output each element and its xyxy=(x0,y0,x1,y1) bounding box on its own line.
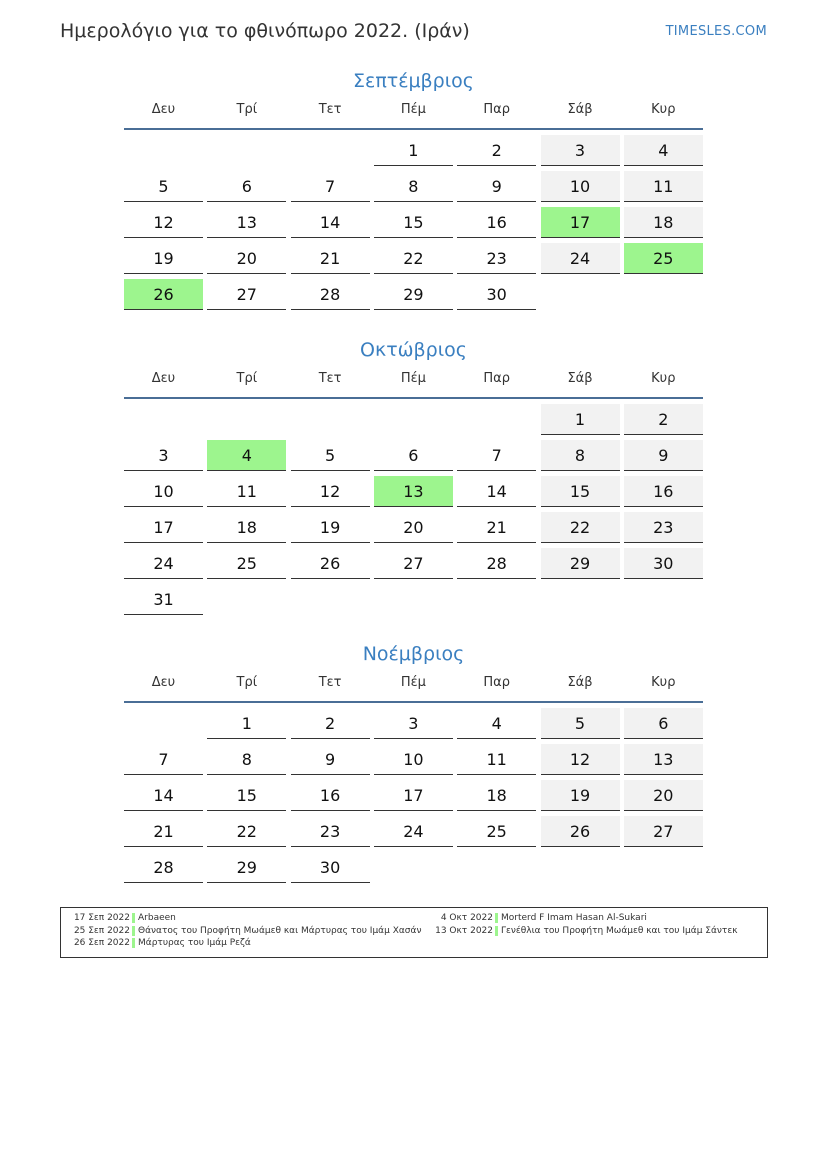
legend-holiday-name: Morterd F Imam Hasan Al-Sukari xyxy=(501,913,647,923)
day-cell[interactable]: 13 xyxy=(207,207,286,238)
weekday-label: Παρ xyxy=(483,371,510,386)
day-cell[interactable]: 19 xyxy=(541,780,620,811)
holiday-day-cell[interactable]: 17 xyxy=(541,207,620,238)
legend-holiday-name: Arbaeen xyxy=(138,913,176,923)
day-cell[interactable]: 17 xyxy=(374,780,453,811)
day-grid xyxy=(124,708,703,888)
day-cell[interactable]: 16 xyxy=(624,476,703,507)
weekday-label: Τρί xyxy=(236,371,258,386)
holiday-legend xyxy=(60,907,768,958)
day-cell[interactable]: 3 xyxy=(124,440,203,471)
day-cell[interactable]: 18 xyxy=(457,780,536,811)
weekday-label: Σάβ xyxy=(567,371,593,386)
day-cell[interactable]: 1 xyxy=(207,708,286,739)
legend-date: 25 Σεπ 2022 xyxy=(73,925,130,936)
day-cell[interactable]: 19 xyxy=(291,512,370,543)
month-title: Σεπτέμβριος xyxy=(353,70,474,92)
day-cell[interactable]: 27 xyxy=(207,279,286,310)
month-title: Νοέμβριος xyxy=(362,643,465,665)
legend-color-marker xyxy=(132,913,135,923)
day-cell[interactable]: 23 xyxy=(291,816,370,847)
legend-color-marker xyxy=(132,926,135,936)
day-grid xyxy=(124,404,703,620)
header-divider xyxy=(124,397,703,399)
day-cell[interactable]: 9 xyxy=(457,171,536,202)
day-cell[interactable]: 28 xyxy=(457,548,536,579)
day-cell[interactable]: 8 xyxy=(374,171,453,202)
holiday-day-cell[interactable]: 25 xyxy=(624,243,703,274)
weekday-label: Πέμ xyxy=(400,371,426,386)
day-cell[interactable]: 4 xyxy=(624,135,703,166)
weekday-label: Δευ xyxy=(151,102,176,117)
day-cell[interactable]: 3 xyxy=(541,135,620,166)
legend-item xyxy=(61,937,433,950)
day-cell[interactable]: 29 xyxy=(374,279,453,310)
day-cell[interactable]: 26 xyxy=(541,816,620,847)
day-cell[interactable]: 23 xyxy=(624,512,703,543)
day-cell[interactable]: 29 xyxy=(207,852,286,883)
header-divider xyxy=(124,701,703,703)
day-cell[interactable]: 5 xyxy=(124,171,203,202)
day-cell[interactable]: 25 xyxy=(457,816,536,847)
legend-date: 13 Οκτ 2022 xyxy=(435,925,493,936)
legend-column-left xyxy=(61,912,433,950)
legend-item xyxy=(61,912,433,925)
weekday-label: Κυρ xyxy=(651,371,676,386)
header-divider xyxy=(124,128,703,130)
day-cell[interactable]: 18 xyxy=(207,512,286,543)
weekday-label: Σάβ xyxy=(567,675,593,690)
day-cell[interactable]: 18 xyxy=(624,207,703,238)
day-cell[interactable]: 15 xyxy=(374,207,453,238)
day-cell[interactable]: 10 xyxy=(541,171,620,202)
holiday-day-cell[interactable]: 13 xyxy=(374,476,453,507)
legend-holiday-name: Γενέθλια του Προφήτη Μωάμεθ και του Ιμάμ Σάντεκ xyxy=(501,925,738,936)
day-cell[interactable]: 14 xyxy=(457,476,536,507)
day-cell[interactable]: 15 xyxy=(541,476,620,507)
day-cell[interactable]: 5 xyxy=(291,440,370,471)
legend-item xyxy=(433,925,767,938)
legend-holiday-name: Μάρτυρας του Ιμάμ Ρεζά xyxy=(138,938,251,948)
weekday-label: Τρί xyxy=(236,675,258,690)
day-cell[interactable]: 28 xyxy=(124,852,203,883)
weekday-label: Σάβ xyxy=(567,102,593,117)
legend-color-marker xyxy=(495,913,498,923)
holiday-day-cell[interactable]: 26 xyxy=(124,279,203,310)
legend-item xyxy=(433,912,767,925)
weekday-label: Τετ xyxy=(318,371,342,386)
legend-date: 17 Σεπ 2022 xyxy=(73,913,130,923)
day-cell[interactable]: 24 xyxy=(124,548,203,579)
legend-date: 4 Οκτ 2022 xyxy=(440,913,493,923)
day-cell[interactable]: 20 xyxy=(207,243,286,274)
day-grid xyxy=(124,135,703,315)
day-cell[interactable]: 6 xyxy=(374,440,453,471)
day-cell[interactable]: 1 xyxy=(374,135,453,166)
weekday-header xyxy=(124,100,703,128)
month-block xyxy=(124,335,703,620)
day-cell[interactable]: 29 xyxy=(541,548,620,579)
day-cell[interactable]: 2 xyxy=(291,708,370,739)
day-cell[interactable]: 8 xyxy=(207,744,286,775)
day-cell[interactable]: 7 xyxy=(291,171,370,202)
day-cell[interactable]: 20 xyxy=(624,780,703,811)
day-cell[interactable]: 8 xyxy=(541,440,620,471)
brand-link[interactable]: TIMESLES.COM xyxy=(665,24,767,39)
month-title: Οκτώβριος xyxy=(360,339,467,361)
day-cell[interactable]: 9 xyxy=(624,440,703,471)
day-cell[interactable]: 21 xyxy=(124,816,203,847)
day-cell[interactable]: 27 xyxy=(374,548,453,579)
day-cell[interactable]: 12 xyxy=(124,207,203,238)
weekday-label: Τετ xyxy=(318,102,342,117)
month-block xyxy=(124,639,703,888)
weekday-label: Κυρ xyxy=(651,102,676,117)
legend-color-marker xyxy=(495,926,498,936)
legend-color-marker xyxy=(132,938,135,948)
day-cell[interactable]: 22 xyxy=(541,512,620,543)
day-cell[interactable]: 1 xyxy=(541,404,620,435)
day-cell[interactable]: 11 xyxy=(457,744,536,775)
weekday-label: Παρ xyxy=(483,675,510,690)
day-cell[interactable]: 14 xyxy=(291,207,370,238)
weekday-label: Πέμ xyxy=(400,102,426,117)
legend-item xyxy=(61,925,433,938)
legend-column-right xyxy=(433,912,767,937)
weekday-label: Δευ xyxy=(151,371,176,386)
legend-holiday-name: Θάνατος του Προφήτη Μωάμεθ και Μάρτυρας του Ιμάμ Χασάν xyxy=(138,925,422,936)
day-cell[interactable]: 9 xyxy=(291,744,370,775)
day-cell[interactable]: 17 xyxy=(124,512,203,543)
page-title: Ημερολόγιο για το φθινόπωρο 2022. (Ιράν) xyxy=(60,20,470,42)
day-cell[interactable]: 31 xyxy=(124,584,203,615)
day-cell[interactable]: 30 xyxy=(624,548,703,579)
day-cell[interactable]: 21 xyxy=(291,243,370,274)
day-cell[interactable]: 22 xyxy=(207,816,286,847)
day-cell[interactable]: 22 xyxy=(374,243,453,274)
weekday-label: Πέμ xyxy=(400,675,426,690)
day-cell[interactable]: 10 xyxy=(124,476,203,507)
day-cell[interactable]: 25 xyxy=(207,548,286,579)
day-cell[interactable]: 24 xyxy=(374,816,453,847)
day-cell[interactable]: 5 xyxy=(541,708,620,739)
day-cell[interactable]: 13 xyxy=(624,744,703,775)
day-cell[interactable]: 6 xyxy=(624,708,703,739)
day-cell[interactable]: 7 xyxy=(457,440,536,471)
weekday-header xyxy=(124,673,703,701)
weekday-label: Τετ xyxy=(318,675,342,690)
day-cell[interactable]: 3 xyxy=(374,708,453,739)
day-cell[interactable]: 15 xyxy=(207,780,286,811)
day-cell[interactable]: 11 xyxy=(624,171,703,202)
day-cell[interactable]: 19 xyxy=(124,243,203,274)
day-cell[interactable]: 2 xyxy=(457,135,536,166)
month-block xyxy=(124,66,703,315)
day-cell[interactable]: 26 xyxy=(291,548,370,579)
day-cell[interactable]: 11 xyxy=(207,476,286,507)
day-cell[interactable]: 28 xyxy=(291,279,370,310)
day-cell[interactable]: 7 xyxy=(124,744,203,775)
day-cell[interactable]: 2 xyxy=(624,404,703,435)
weekday-label: Τρί xyxy=(236,102,258,117)
day-cell[interactable]: 16 xyxy=(457,207,536,238)
day-cell[interactable]: 21 xyxy=(457,512,536,543)
day-cell[interactable]: 30 xyxy=(291,852,370,883)
day-cell[interactable]: 6 xyxy=(207,171,286,202)
day-cell[interactable]: 4 xyxy=(457,708,536,739)
day-cell[interactable]: 12 xyxy=(541,744,620,775)
legend-date: 26 Σεπ 2022 xyxy=(73,938,130,948)
day-cell[interactable]: 20 xyxy=(374,512,453,543)
day-cell[interactable]: 12 xyxy=(291,476,370,507)
day-cell[interactable]: 23 xyxy=(457,243,536,274)
weekday-label: Παρ xyxy=(483,102,510,117)
day-cell[interactable]: 27 xyxy=(624,816,703,847)
day-cell[interactable]: 14 xyxy=(124,780,203,811)
day-cell[interactable]: 16 xyxy=(291,780,370,811)
day-cell[interactable]: 24 xyxy=(541,243,620,274)
weekday-header xyxy=(124,369,703,397)
holiday-day-cell[interactable]: 4 xyxy=(207,440,286,471)
weekday-label: Κυρ xyxy=(651,675,676,690)
weekday-label: Δευ xyxy=(151,675,176,690)
day-cell[interactable]: 30 xyxy=(457,279,536,310)
day-cell[interactable]: 10 xyxy=(374,744,453,775)
